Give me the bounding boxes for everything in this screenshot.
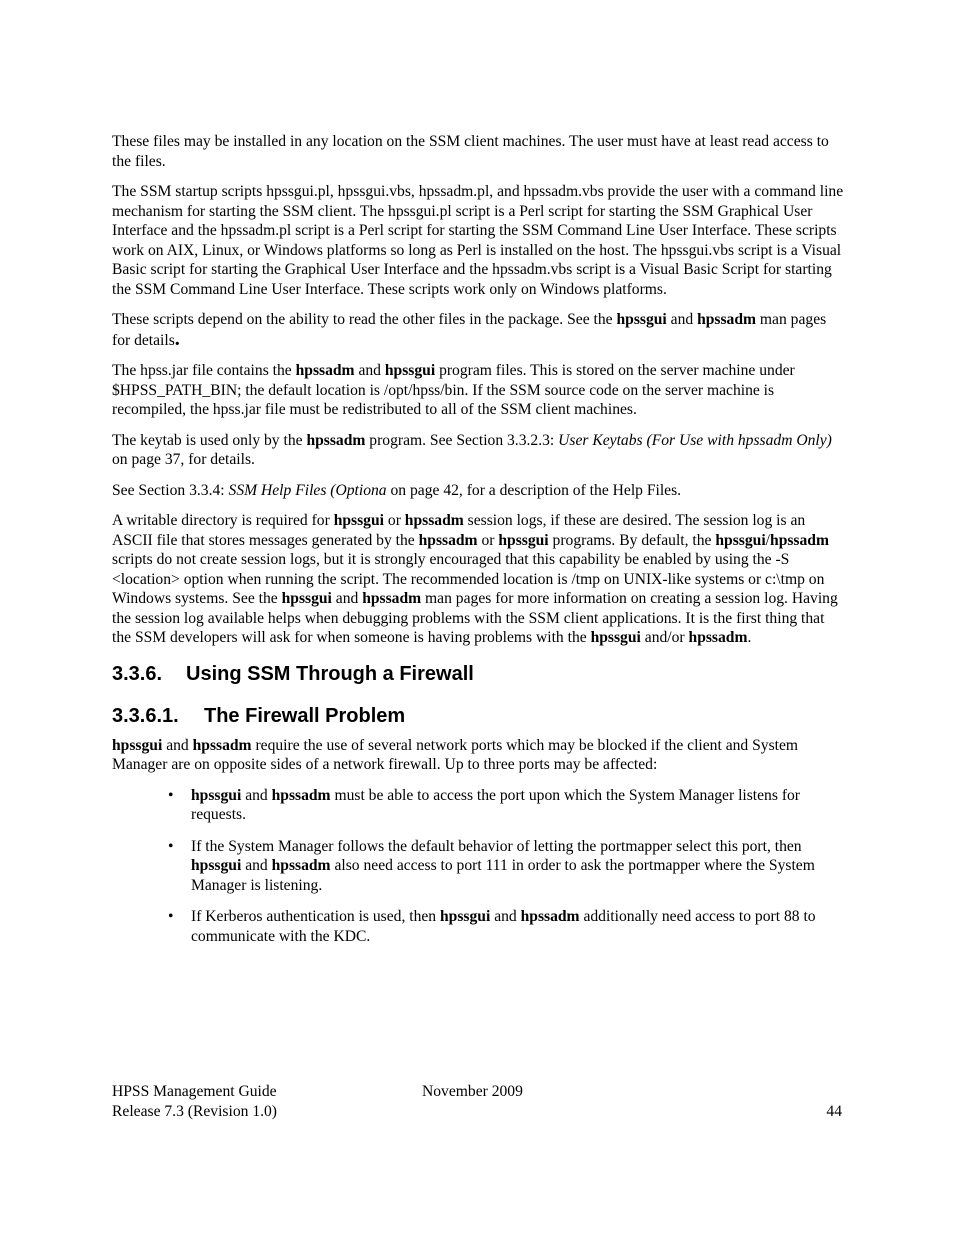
page-number: 44 <box>826 1102 842 1120</box>
paragraph-file-locations: These files may be installed in any location on the SSM client machines. The user must have at least read access to the files. <box>112 133 829 170</box>
bullet-icon: • <box>168 837 174 855</box>
paragraph-startup-scripts: The SSM startup scripts hpssgui.pl, hpssgui.vbs, hpssadm.pl, and hpssadm.vbs provide the user with a command line mechanism for starting the SSM client. The hpssgui.pl script is a Perl script for starting the SSM Graphical User Interface and the hpssadm.pl script is a Perl script for starting the SSM Command Line User Interface. These scripts work on AIX, Linux, or Windows platforms so long as Perl is installed on the host. The hpssgui.vbs script is a Visual Basic script for starting the Graphical User Interface and the hpssadm.vbs script is a Visual Basic Script for starting the SSM Command Line User Interface. These scripts work only on Windows platforms. <box>112 183 844 298</box>
bullet-icon: • <box>168 908 174 925</box>
page-footer <box>112 1082 842 1121</box>
paragraph-hpss-jar: The hpss.jar file contains the hpssadm and hpssgui program files. This is stored on the server machine under $HPSS_PATH_BIN; the default location is /opt/hpss/bin. If the SSM source code on the server machine is recompiled, the hpss.jar file must be redistributed to all of the SSM client machines. <box>112 362 795 418</box>
document-body <box>112 132 844 958</box>
paragraph-firewall-intro: hpssgui and hpssadm require the use of several network ports which may be blocked if the client and System Manager are on opposite sides of a network firewall. Up to three ports may be affected: <box>112 736 799 773</box>
footer-guide-title: HPSS Management Guide <box>112 1083 277 1100</box>
bullet-icon: • <box>168 786 174 804</box>
footer-date: November 2009 <box>422 1083 523 1100</box>
list-item: • If Kerberos authentication is used, then hpssgui and hpssadm additionally need access to port 88 to communicate with the KDC. <box>168 908 816 945</box>
footer-release: Release 7.3 (Revision 1.0) <box>112 1102 277 1120</box>
section-title: Using SSM Through a Firewall <box>186 662 474 685</box>
paragraph-keytab: The keytab is used only by the hpssadm program. See Section 3.3.2.3: User Keytabs (For Use with hpssadm Only) on page 37, for details. <box>112 431 832 468</box>
list-item: • If the System Manager follows the default behavior of letting the portmapper select this port, then hpssgui and hpssadm also need access to port 111 in order to ask the portmapper where the System Manager is listening. <box>168 837 815 894</box>
section-number: 3.3.6.1. <box>112 704 179 727</box>
paragraph-help-files: See Section 3.3.4: SSM Help Files (Optiona on page 42, for a description of the Help Files. <box>112 481 682 499</box>
section-title: The Firewall Problem <box>204 704 406 727</box>
cross-reference-link[interactable]: SSM Help Files (Optiona <box>228 481 387 499</box>
firewall-ports-list <box>112 786 844 947</box>
subsection-heading-firewall-problem <box>112 704 844 728</box>
list-item: • hpssgui and hpssadm must be able to access the port upon which the System Manager listens for requests. <box>168 786 800 823</box>
cross-reference-link[interactable]: User Keytabs (For Use with hpssadm Only) <box>558 431 832 449</box>
section-number: 3.3.6. <box>112 662 163 685</box>
paragraph-script-dependencies: These scripts depend on the ability to read the other files in the package. See the hpssgui and hpssadm man pages for details. <box>112 311 827 350</box>
paragraph-session-logs: A writable directory is required for hpssgui or hpssadm session logs, if these are desired. The session log is an ASCII file that stores messages generated by the hpssadm or hpssgui programs. By default, the hpssgui/hpssadm scripts do not create session logs, but it is strongly encouraged that this capability be enabled by using the -S <location> option when running the script. The recommended location is /tmp on UNIX-like systems or c:\tmp on Windows systems. See the hpssgui and hpssadm man pages for more information on creating a session log. Having the session log available helps when debugging problems with the SSM client applications. It is the first thing that the SSM developers will ask for when someone is having problems with the hpssgui and/or hpssadm. <box>112 512 838 646</box>
section-heading-firewall <box>112 662 844 686</box>
